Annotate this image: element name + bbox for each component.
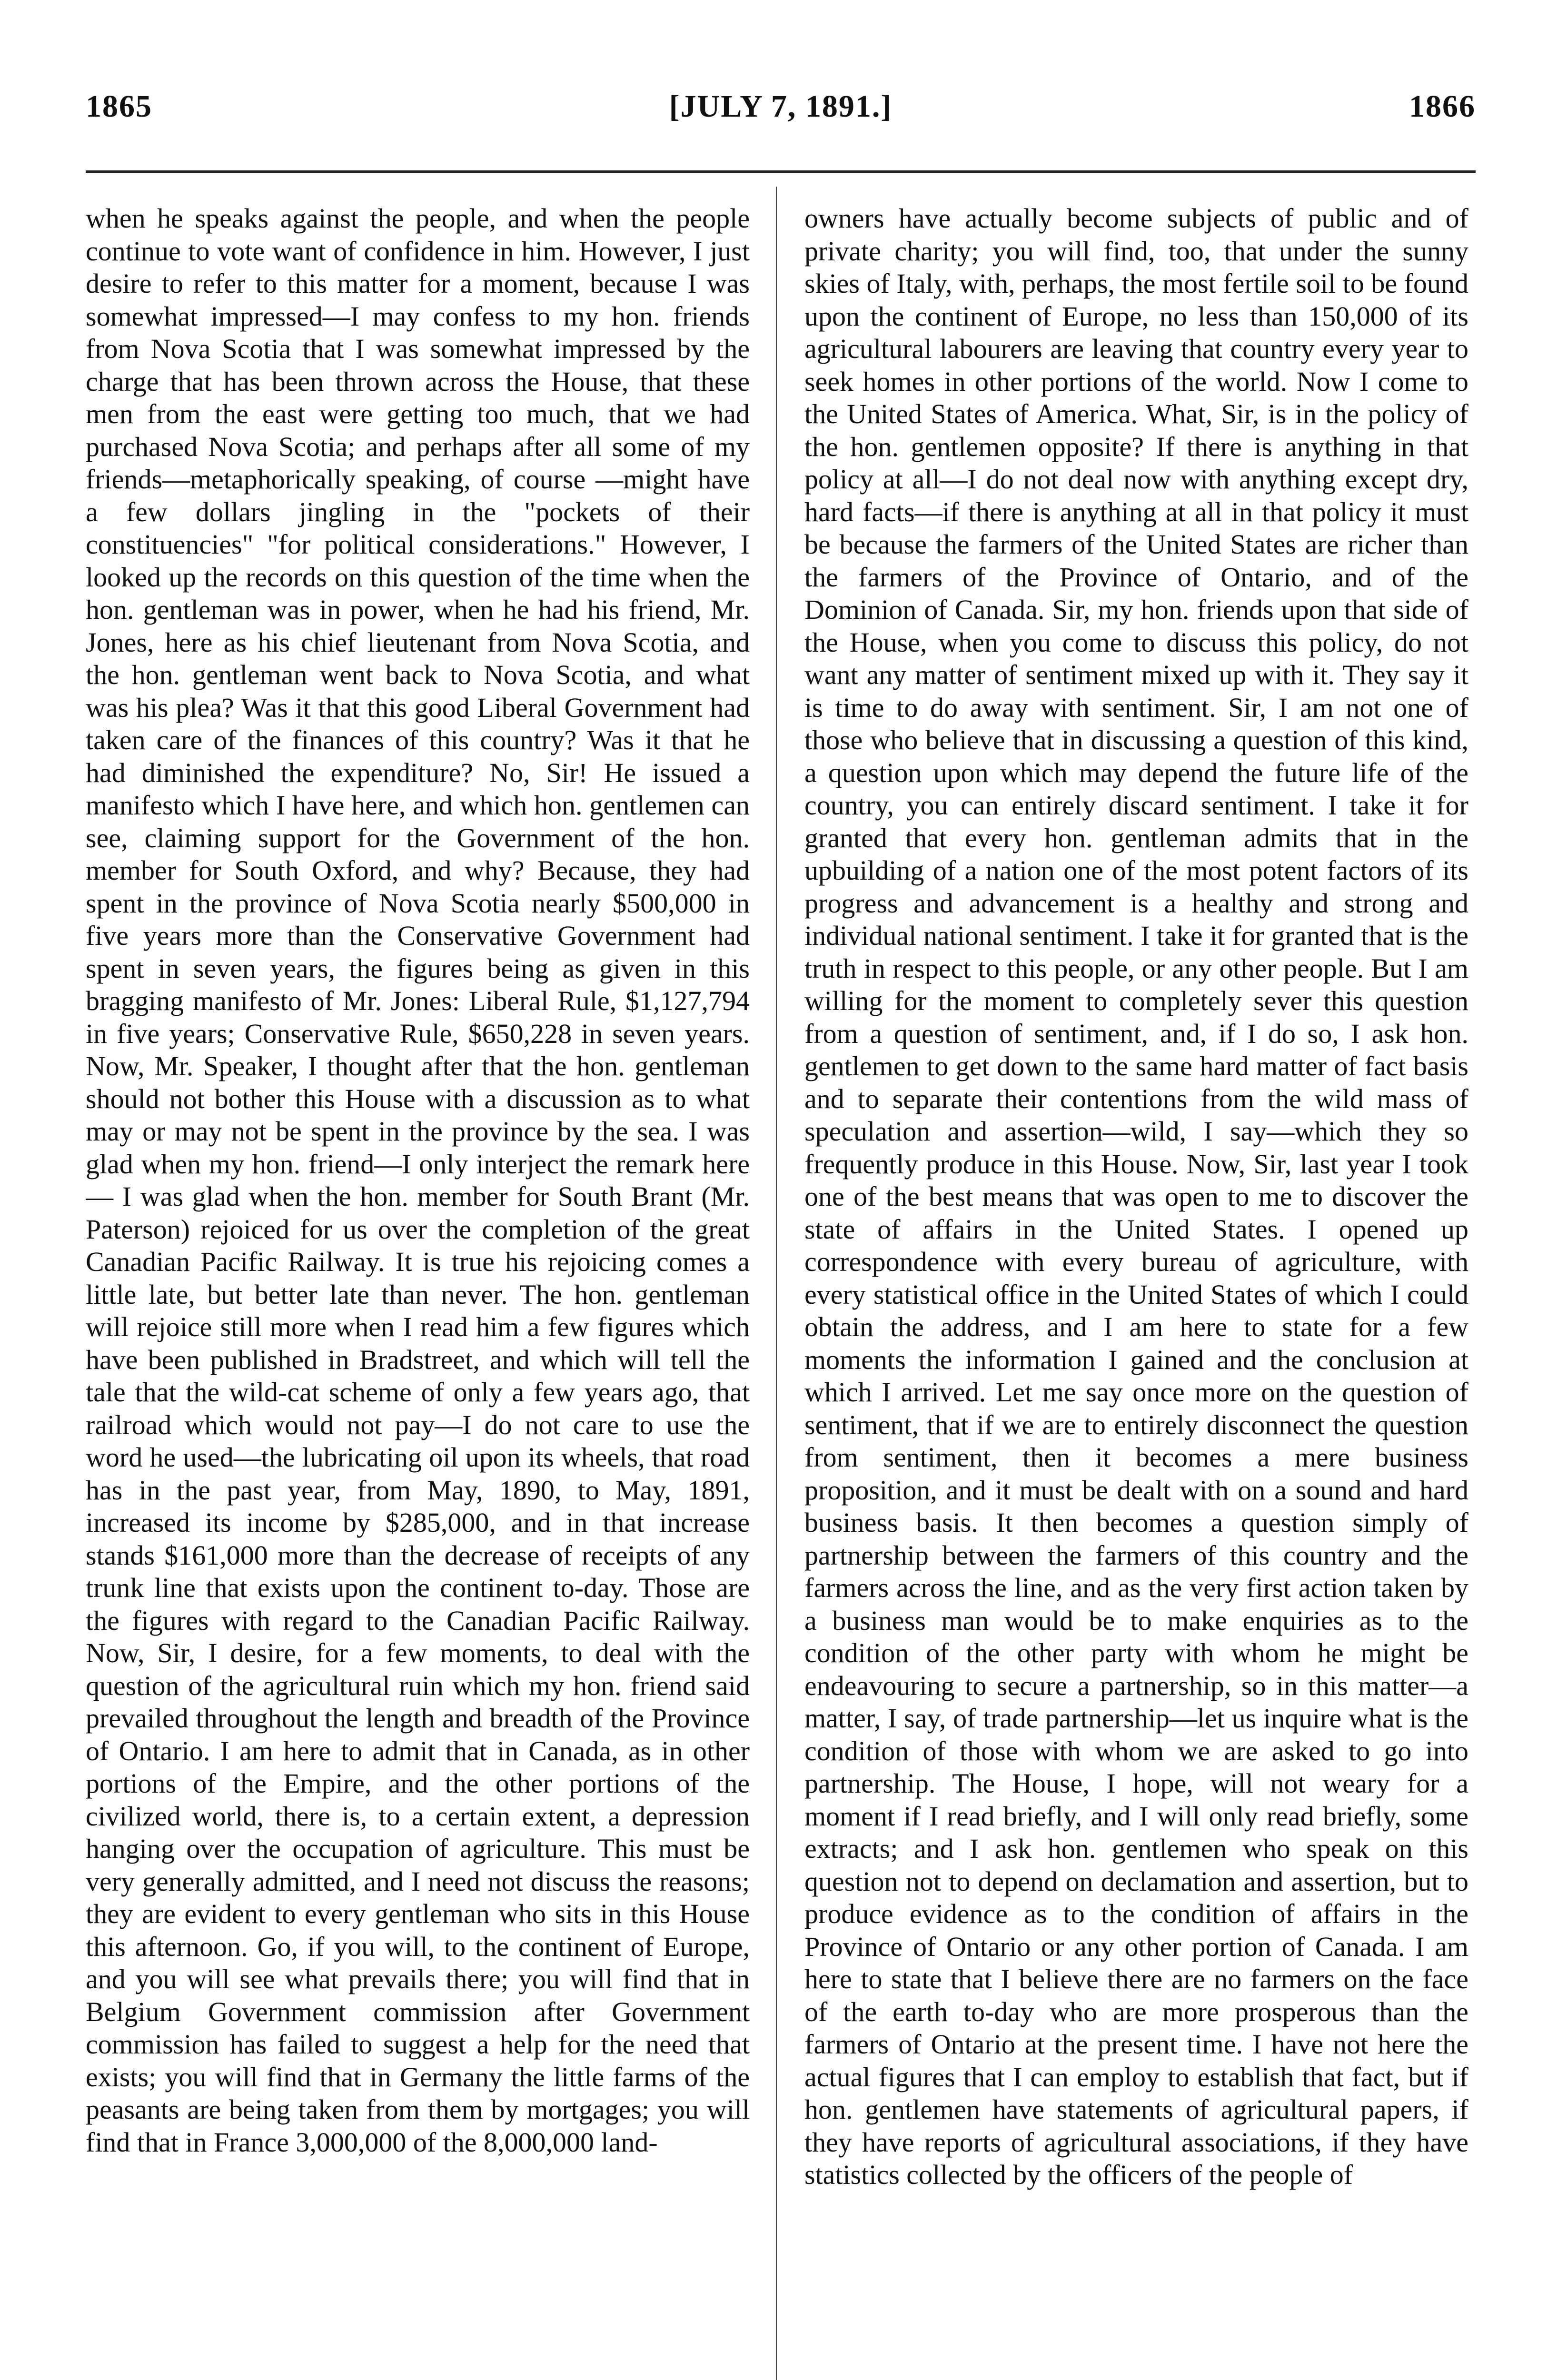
text-column-right: owners have actually become subjects of public and of private charity; you will find, too, that under the sunny skies of Italy, with, perhaps, the most fertile soil to be found upon the continent of Europe, no less than 150,000 of its agricultural labourers are leaving that country every year to seek homes in other portions of the world. Now I come to the United States of America. What, Sir, is in the policy of the hon. gentlemen opposite? If there is anything in that policy at all—I do not deal now with anything except dry, hard facts—if there is anything at all in that policy it must be because the farmers of the United States are richer than the farmers of the Province of Ontario, and of the Dominion of Canada. Sir, my hon. friends upon that side of the House, when you come to discuss this policy, do not want any matter of sentiment mixed up with it. They say it is time to do away with sentiment. Sir, I am not one of those who believe that in discussing a question of this kind, a question upon which may depend the future life of the country, you can entirely discard sentiment. I take it for granted that every hon. gentleman admits that in the upbuilding of a nation one of the most potent factors of its progress and advancement is a healthy and strong and individual national sentiment. I take it for granted that is the truth in respect to this people, or any other people. But I am willing for the moment to completely sever this question from a question of sentiment, and, if I do so, I ask hon. gentlemen to get down to the same hard matter of fact basis and to separate their contentions from the wild mass of speculation and assertion—wild, I say—which they so frequently produce in this House. Now, Sir, last year I took one of the best means that was open to me to discover the state of affairs in the United States. I opened up correspondence with every bureau of agriculture, with every statistical office in the United States of which I could obtain the address, and I am here to state for a few moments the information I gained and the conclusion at which I arrived. Let me say once more on the question of sentiment, that if we are to entirely disconnect the question from sentiment, then it becomes a mere business proposition, and it must be dealt with on a sound and hard business basis. It then becomes a question simply of partnership between the farmers of this country and the farmers across the line, and as the very first action taken by a business man would be to make enquiries as to the condition of the other party with whom he might be endeavouring to secure a partnership, so in this matter—a matter, I say, of trade partnership—let us inquire what is the condition of those with whom we are asked to go into partnership. The House, I hope, will not weary for a moment if I read briefly, and I will only read briefly, some extracts; and I ask hon. gentlemen who speak on this question not to depend on declamation and assertion, but to produce evidence as to the condition of affairs in the Province of Ontario or any other portion of Canada. I am here to state that I believe there are no farmers on the face of the earth to-day who are more prosperous than the farmers of Ontario at the present time. I have not here the actual figures that I can employ to establish that fact, but if hon. gentlemen have statements of agricultural papers, if they have reports of agricultural associations, if they have statistics collected by the officers of the people of (804, 203, 1468, 2190)
page-number-right: 1866 (1409, 89, 1476, 124)
issue-date: [JULY 7, 1891.] (669, 89, 893, 124)
text-column-left: when he speaks against the people, and when the people continue to vote want of confidence in him. However, I just desire to refer to this matter for a moment, because I was somewhat impressed—I may confess to my hon. friends from Nova Scotia that I was somewhat impressed by the charge that has been thrown across the House, that these men from the east were getting too much, that we had purchased Nova Scotia; and perhaps after all some of my friends—metaphorically speaking, of course —might have a few dollars jingling in the "pockets of their constituencies" "for political considerations." However, I looked up the records on this question of the time when the hon. gentleman was in power, when he had his friend, Mr. Jones, here as his chief lieutenant from Nova Scotia, and the hon. gentleman went back to Nova Scotia, and what was his plea? Was it that this good Liberal Government had taken care of the finances of this country? Was it that he had diminished the expenditure? No, Sir! He issued a manifesto which I have here, and which hon. gentlemen can see, claiming support for the Government of the hon. member for South Oxford, and why? Because, they had spent in the province of Nova Scotia nearly $500,000 in five years more than the Conservative Government had spent in seven years, the figures being as given in this bragging manifesto of Mr. Jones: Liberal Rule, $1,127,794 in five years; Conservative Rule, $650,228 in seven years. Now, Mr. Speaker, I thought after that the hon. gentleman should not bother this House with a discussion as to what may or may not be spent in the province by the sea. I was glad when my hon. friend—I only interject the remark here— I was glad when the hon. member for South Brant (Mr. Paterson) rejoiced for us over the completion of the great Canadian Pacific Railway. It is true his rejoicing comes a little late, but better late than never. The hon. gentleman will rejoice still more when I read him a few figures which have been published in Bradstreet, and which will tell the tale that the wild-cat scheme of only a few years ago, that railroad which would not pay—I do not care to use the word he used—the lubricating oil upon its wheels, that road has in the past year, from May, 1890, to May, 1891, increased its income by $285,000, and in that increase stands $161,000 more than the decrease of receipts of any trunk line that exists upon the continent to-day. Those are the figures with regard to the Canadian Pacific Railway. Now, Sir, I desire, for a few moments, to deal with the question of the agricultural ruin which my hon. friend said prevailed throughout the length and breadth of the Province of Ontario. I am here to admit that in Canada, as in other portions of the Empire, and the other portions of the civilized world, there is, to a certain extent, a depression hanging over the occupation of agriculture. This must be very generally admitted, and I need not discuss the reasons; they are evident to every gentleman who sits in this House this afternoon. Go, if you will, to the continent of Europe, and you will see what prevails there; you will find that in Belgium Government commission after Government commission has failed to suggest a help for the need that exists; you will find that in Germany the little farms of the peasants are being taken from them by mortgages; you will find that in France 3,000,000 of the 8,000,000 land- (86, 203, 750, 2158)
page-header (86, 89, 1476, 141)
header-rule (86, 170, 1476, 173)
page-number-left: 1865 (86, 89, 152, 124)
column-divider (776, 187, 777, 2380)
